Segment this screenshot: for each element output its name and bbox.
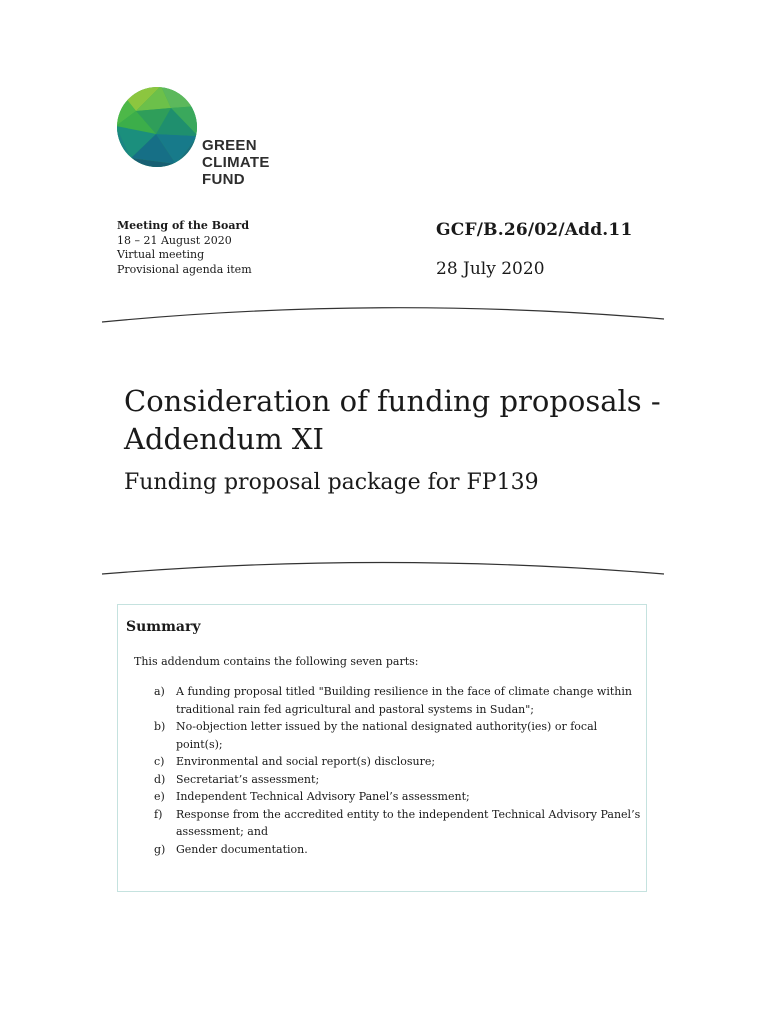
summary-parts-list xyxy=(118,683,646,858)
document-date: 28 July 2020 xyxy=(436,259,545,279)
list-item xyxy=(118,753,646,771)
bottom-divider-curve xyxy=(100,555,666,579)
list-item xyxy=(118,771,646,789)
document-reference: GCF/B.26/02/Add.11 xyxy=(436,220,633,240)
list-item xyxy=(118,806,646,841)
top-divider-curve xyxy=(100,301,666,325)
page-subtitle: Funding proposal package for FP139 xyxy=(124,470,539,495)
list-item xyxy=(118,841,646,859)
globe-icon xyxy=(116,86,198,168)
list-marker: c) xyxy=(154,755,165,768)
summary-box xyxy=(117,604,647,892)
summary-intro: This addendum contains the following seven parts: xyxy=(134,655,419,668)
list-text: Gender documentation. xyxy=(176,842,308,856)
list-marker: g) xyxy=(154,842,166,856)
list-marker: b) xyxy=(154,720,166,733)
logo-line-fund: FUND xyxy=(202,171,245,188)
list-marker: d) xyxy=(154,772,166,786)
summary-heading: Summary xyxy=(126,619,201,635)
list-text: Environmental and social report(s) disclosure; xyxy=(176,755,436,768)
list-marker: e) xyxy=(154,790,165,803)
list-text: Secretariat’s assessment; xyxy=(176,772,320,786)
list-text: Response from the accredited entity to the independent Technical Advisory Panel’s assessment; and xyxy=(176,807,641,838)
meeting-venue: Virtual meeting xyxy=(117,248,205,261)
page-title: Consideration of funding proposals - Addendum XI xyxy=(124,384,661,456)
list-item xyxy=(118,718,646,753)
logo-line-climate: CLIMATE xyxy=(202,154,270,171)
logo-line-green: GREEN xyxy=(202,137,257,154)
list-marker: f) xyxy=(154,807,163,821)
list-item xyxy=(118,683,646,718)
gcf-logo-globe xyxy=(116,86,198,172)
list-text: Independent Technical Advisory Panel’s assessment; xyxy=(176,790,470,803)
meeting-dates: 18 – 21 August 2020 xyxy=(117,233,232,247)
meeting-info xyxy=(117,219,252,277)
list-marker: a) xyxy=(154,685,165,698)
meeting-label: Meeting of the Board xyxy=(117,219,250,232)
meeting-agenda: Provisional agenda item xyxy=(117,262,252,276)
list-item xyxy=(118,788,646,806)
logo-wordmark xyxy=(202,137,270,188)
list-text: A funding proposal titled "Building resilience in the face of climate change within traditional rain fed agricultural and pastoral systems in Sudan"; xyxy=(176,685,632,716)
list-text: No-objection letter issued by the national designated authority(ies) or focal point(s); xyxy=(176,720,598,751)
